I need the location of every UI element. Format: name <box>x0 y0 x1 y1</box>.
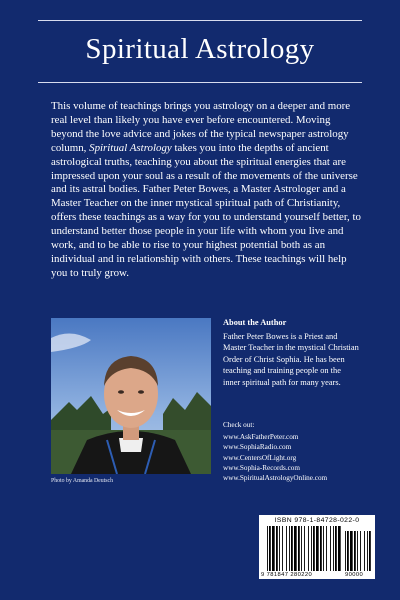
book-description <box>51 100 361 281</box>
website-link[interactable]: www.Sophia-Records.com <box>223 463 300 472</box>
barcode-bar <box>320 526 322 571</box>
author-bio: Father Peter Bowes is a Priest and Master Teacher in the mystical Christian Order of Christ Sophia. He has been teaching and training people on the inner spiritual path for many years. <box>223 332 359 387</box>
barcode-bar <box>323 526 324 571</box>
barcode-bar <box>367 531 368 571</box>
description-italic-title: Spiritual Astrology <box>89 141 172 154</box>
barcode-digits: 9 781847 280220 <box>261 572 313 578</box>
barcode-bar <box>354 531 356 571</box>
barcode-bar <box>267 526 268 571</box>
barcode-bar <box>272 526 275 571</box>
isbn-text: ISBN 978-1-84728-022-0 <box>274 517 360 524</box>
barcode-bar <box>347 531 349 571</box>
barcode-bar <box>360 531 361 571</box>
barcode-bars <box>259 515 375 579</box>
website-link[interactable]: www.SophiaRadio.com <box>223 443 292 452</box>
barcode-bar <box>279 526 280 571</box>
bottom-rule <box>38 82 362 83</box>
barcode-addon-digits: 90000 <box>345 572 364 578</box>
barcode-bar <box>338 526 341 571</box>
book-title: Spiritual Astrology <box>85 33 315 65</box>
photo-credit: Photo by Amanda Deutsch <box>51 478 113 484</box>
website-link[interactable]: www.AskFatherPeter.com <box>223 433 299 441</box>
barcode-bar <box>313 526 315 571</box>
barcode-bar <box>350 531 353 571</box>
description-text-start: This volume of teachings brings you astrology on a deeper and more real level than likely you have ever before encountered. Moving beyond the love advice and jokes of the typical newspaper astrology column, <box>51 100 351 154</box>
website-link[interactable]: www.CentersOfLight.org <box>223 453 297 462</box>
barcode-bar <box>298 526 300 571</box>
barcode-bar <box>269 526 271 571</box>
barcode-bar <box>308 526 309 571</box>
barcode-bar <box>294 526 297 571</box>
barcode-bar <box>364 531 365 571</box>
checkout-label: Check out: <box>223 421 255 429</box>
barcode-bar <box>291 526 293 571</box>
isbn-barcode <box>259 515 375 579</box>
barcode-bar <box>330 526 331 571</box>
barcode-bar <box>345 531 346 571</box>
website-list <box>223 432 393 483</box>
top-rule <box>38 20 362 21</box>
barcode-bar <box>304 526 305 571</box>
website-link[interactable]: www.SpiritualAstrologyOnline.com <box>223 474 328 483</box>
barcode-bar <box>286 526 287 571</box>
barcode-bar <box>369 531 371 571</box>
barcode-bar <box>282 526 283 571</box>
description-text-end: takes you into the depths of ancient astrological truths, teaching you about the spiritual energies that are impressed upon your soul as a result of the movements of the universe and its astral bodies. Father Peter Bowes, a Master Astrologer and a Master Teacher on the inner mystical spiritual path of Christianity, offers these teachings as a way for you to understand yourself better, to understand better those people in your life with whom you live and work, and to be able to rise to your highest potential both as an individual and in relationship with others. These teachings will help you to truly grow. <box>51 141 361 279</box>
barcode-bar <box>335 526 337 571</box>
barcode-bar <box>333 526 334 571</box>
barcode-bar <box>311 526 312 571</box>
author-photo <box>51 318 211 474</box>
barcode-bar <box>326 526 327 571</box>
about-author-heading: About the Author <box>223 318 287 327</box>
barcode-bar <box>316 526 319 571</box>
barcode-bar <box>301 526 302 571</box>
barcode-bar <box>276 526 278 571</box>
barcode-bar <box>289 526 290 571</box>
barcode-bar <box>357 531 358 571</box>
